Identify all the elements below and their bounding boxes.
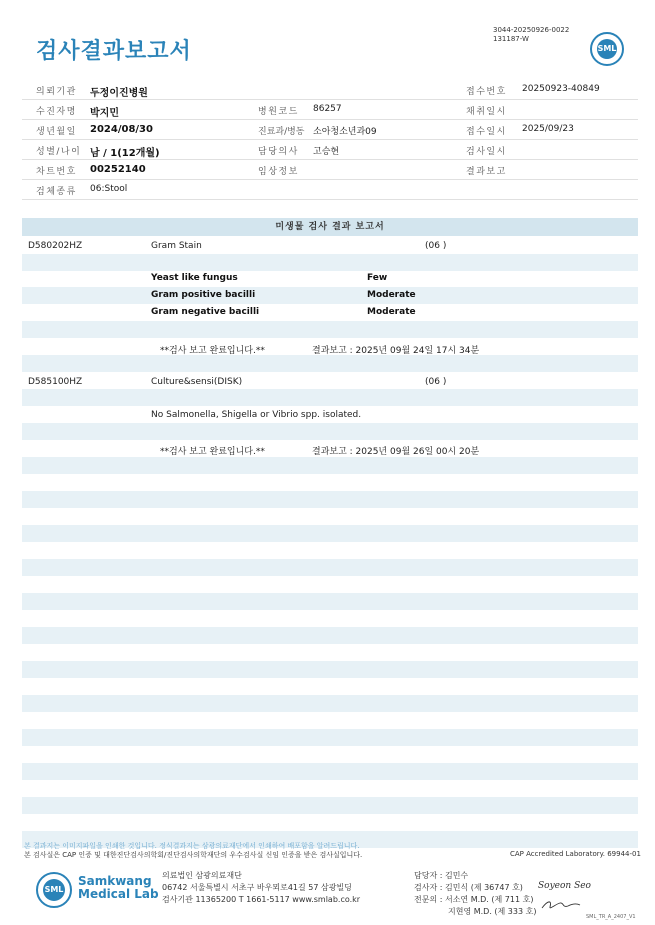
results-section-title: 미생물 검사 결과 보고서	[22, 218, 638, 236]
value-attending-doctor: 고승현	[313, 147, 340, 157]
finding-result: Few	[367, 273, 388, 283]
value-specimen-type: 06:Stool	[90, 184, 128, 194]
value-hospital-code: 86257	[313, 104, 342, 114]
document-number-line-1: 3044-20250926-0022	[493, 26, 570, 34]
row-band	[22, 389, 638, 406]
value-receipt-date: 2025/09/23	[522, 124, 574, 134]
info-row-4	[22, 140, 638, 160]
manager-line: 담당자 : 김민수	[414, 871, 469, 880]
samkwang-logo-mark	[36, 872, 72, 908]
info-row-3	[22, 120, 638, 140]
label-specimen-type: 검체종류	[36, 187, 77, 197]
value-patient-name: 박지민	[90, 108, 119, 119]
document-number-line-2: 131187-W	[493, 35, 529, 43]
tester-line: 검사자 : 김민식 (제 36747 호)	[414, 883, 523, 892]
label-requesting-institution: 의뢰기관	[36, 87, 77, 97]
value-sex-age: 남 / 1(12개월)	[90, 148, 160, 159]
test2-name: Culture&sensi(DISK)	[151, 377, 243, 387]
samkwang-logo-abbr: SML	[43, 879, 65, 901]
samkwang-logo-text	[78, 875, 159, 901]
test2-status: **검사 보고 완료입니다.**	[160, 447, 265, 457]
row-band	[22, 661, 638, 678]
row-band	[22, 695, 638, 712]
row-band	[22, 797, 638, 814]
finding-organism: Gram negative bacilli	[151, 307, 260, 317]
info-row-1	[22, 80, 638, 100]
label-sex-age: 성별/나이	[36, 147, 82, 157]
logo-line-1: Samkwang	[78, 874, 152, 888]
accreditation-notice: 본 검사실은 CAP 인증 및 대한진단검사의학회/진단검사의학재단의 우수검사실 신임 인증을 받은 검사실입니다.	[24, 851, 363, 859]
footer-organization	[162, 870, 360, 906]
signatories	[414, 870, 536, 918]
info-row-6	[22, 180, 638, 200]
row-band	[22, 593, 638, 610]
organization-name: 의료법인 삼광의료재단	[162, 871, 242, 880]
row-band	[22, 287, 638, 304]
finding-organism: Yeast like fungus	[151, 273, 238, 283]
signature-image-1: Soyeon Seo	[538, 881, 591, 891]
row-band	[22, 491, 638, 508]
value-receipt-number: 20250923-40849	[522, 84, 600, 94]
label-chart-number: 차트번호	[36, 167, 77, 177]
organization-address: 06742 서울특별시 서초구 바우뫼로41길 57 삼광빌딩	[162, 883, 352, 892]
row-band	[22, 729, 638, 746]
test1-code: D580202HZ	[28, 241, 83, 251]
value-chart-number: 00252140	[90, 164, 146, 175]
label-birth-date: 생년월일	[36, 127, 77, 137]
test1-reported-time: 결과보고 : 2025년 09월 24일 17시 34분	[312, 346, 480, 356]
label-department-ward: 진료과/병동	[258, 127, 305, 137]
test1-status: **검사 보고 완료입니다.**	[160, 346, 265, 356]
test2-code: D585100HZ	[28, 377, 83, 387]
row-band	[22, 559, 638, 576]
label-result-report: 결과보고	[466, 167, 507, 177]
value-department-ward: 소아청소년과09	[313, 127, 377, 137]
finding-result: Moderate	[367, 307, 416, 317]
label-hospital-code: 병원코드	[258, 107, 299, 117]
row-band	[22, 254, 638, 271]
label-receipt-date: 접수일시	[466, 127, 507, 137]
signature-image-2	[540, 898, 582, 912]
info-row-5	[22, 160, 638, 180]
test2-specimen: (06 )	[425, 377, 447, 387]
document-number	[493, 26, 569, 44]
specialist-line-2: 지현영 M.D. (제 333 호)	[448, 907, 537, 916]
value-requesting-institution: 두정이진병원	[90, 88, 148, 99]
finding-organism: Gram positive bacilli	[151, 290, 256, 300]
test1-specimen: (06 )	[425, 241, 447, 251]
cap-accreditation: CAP Accredited Laboratory. 69944-01	[510, 850, 641, 858]
row-band	[22, 423, 638, 440]
info-row-2	[22, 100, 638, 120]
report-title: 검사결과보고서	[36, 39, 192, 64]
label-receipt-number: 접수번호	[466, 87, 507, 97]
sml-logo-badge-text: SML	[597, 39, 617, 59]
form-code: SML_TR_A_2407_V1	[586, 914, 636, 920]
label-collection-date: 채취일시	[466, 107, 507, 117]
row-band	[22, 763, 638, 780]
sml-logo-badge	[590, 32, 624, 66]
organization-contact: 검사기관 11365200 T 1661-5117 www.smlab.co.kr	[162, 895, 361, 904]
row-band	[22, 321, 638, 338]
logo-line-2: Medical Lab	[78, 887, 159, 901]
test2-reported-time: 결과보고 : 2025년 09월 26일 00시 20분	[312, 447, 480, 457]
row-band	[22, 355, 638, 372]
test2-finding: No Salmonella, Shigella or Vibrio spp. isolated.	[151, 410, 362, 420]
label-patient-name: 수진자명	[36, 107, 77, 117]
value-birth-date: 2024/08/30	[90, 124, 153, 135]
specialist-line-1: 전문의 : 서소연 M.D. (제 711 호)	[414, 895, 534, 904]
label-attending-doctor: 담당의사	[258, 147, 299, 157]
test1-name: Gram Stain	[151, 241, 202, 251]
row-band	[22, 525, 638, 542]
image-copy-notice: 본 결과지는 이미지파일을 인쇄한 것입니다. 정식결과지는 삼광의료재단에서 인쇄하여 배포함을 알려드립니다.	[24, 842, 360, 850]
row-band	[22, 627, 638, 644]
label-test-date: 검사일시	[466, 147, 507, 157]
finding-result: Moderate	[367, 290, 416, 300]
label-clinical-info: 임상정보	[258, 167, 299, 177]
row-band	[22, 457, 638, 474]
